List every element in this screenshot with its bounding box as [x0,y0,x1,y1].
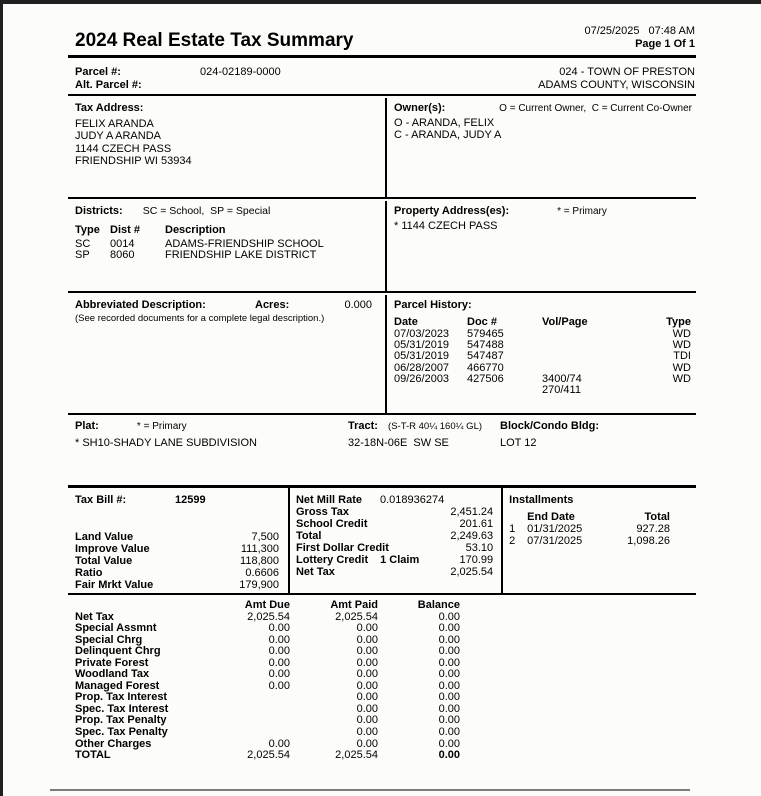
mill-row [296,506,493,518]
tract-header [348,420,482,432]
report-header [68,24,696,58]
history-type: WD [672,328,691,340]
amt-due: 0.00 [268,645,290,658]
district-type-header: Type [75,224,100,236]
amt-due [220,704,290,716]
net-mill-rate-row [296,494,493,506]
amount-row-label: Managed Forest [75,679,160,692]
history-type [657,385,691,396]
owner-line: C - ARANDA, JUDY A [394,129,502,142]
history-type-header: Type [666,316,691,328]
owners-label: Owner(s): [394,102,446,114]
mill-label: First Dollar Credit [295,542,389,554]
valuation-label: Ratio [75,567,103,579]
mill-row [296,530,493,542]
valuation-row [75,579,279,591]
amounts-table [75,600,475,762]
installment-total-header: Total [644,511,670,523]
abbreviated-description-label: Abbreviated Description: [75,299,206,311]
mill-rate-panel [288,488,501,593]
installments-panel [501,488,696,593]
lottery-claim-count: 1 Claim [380,554,420,566]
parcel-history-label: Parcel History: [394,299,472,311]
amt-paid: 0.00 [356,714,378,727]
tract-value: 32-18N-06E SW SE [348,437,449,449]
districts-panel [68,201,385,291]
mill-value: 2,025.54 [450,566,494,578]
mill-label: School Credit [295,518,368,530]
district-desc: FRIENDSHIP LAKE DISTRICT [165,249,317,262]
amt-due-header: Amt Due [244,599,290,611]
amount-row-label: Spec. Tax Penalty [75,726,168,739]
history-volpage: 270/411 [542,384,581,397]
districts-header [75,205,379,217]
history-type: TDI [673,350,691,363]
property-address-header [394,205,694,217]
history-date: 06/28/2007 [394,361,450,374]
valuation-rows [75,531,279,591]
legal-description-note: (See recorded documents for a complete legal description.) [75,313,325,324]
valuation-row [75,531,279,543]
installments-rows [509,524,670,547]
owners-lines [394,117,694,142]
tax-address-line: JUDY A ARANDA [75,130,161,143]
block-condo-label: Block/Condo Bldg: [500,420,599,432]
installment-end-date-header: End Date [527,511,575,523]
balance: 0.00 [438,726,460,739]
history-doc: 427506 [467,372,504,385]
history-date: 05/31/2019 [394,350,450,363]
amount-row-label: Prop. Tax Penalty [75,714,167,727]
valuation-row [75,567,279,579]
property-address-panel [385,201,696,291]
acres-value: 0.000 [344,299,372,311]
history-doc-header: Doc # [467,316,497,328]
owners-panel [385,98,696,197]
installments-label: Installments [509,494,574,506]
amt-paid: 0.00 [356,633,378,646]
tract-legend: (S-T-R 40¼ 160¼ GL) [388,421,483,432]
plat-value: * SH10-SHADY LANE SUBDIVISION [75,437,257,449]
mill-row [296,518,493,530]
mill-label: Gross Tax [295,506,349,518]
balance: 0.00 [438,656,460,669]
mill-label: Total [295,530,322,542]
tax-address-line: FRIENDSHIP WI 53934 [75,155,192,168]
valuation-value: 7,500 [251,531,279,543]
amt-paid: 0.00 [356,645,378,658]
acres-label: Acres: [255,299,290,311]
balance: 0.00 [438,622,460,635]
tax-address-line: FELIX ARANDA [75,118,154,130]
amt-paid: 0.00 [356,668,378,681]
amt-due: 0.00 [268,679,290,692]
history-doc: 547488 [467,339,504,352]
amt-due: 2,025.54 [247,610,290,623]
owners-header [394,102,694,114]
description-history-section [68,295,696,415]
parcel-labels [75,66,142,91]
mill-value: 2,451.24 [450,506,494,518]
municipality-name: 024 - TOWN OF PRESTON [559,66,695,78]
amount-row-label: Spec. Tax Interest [75,702,169,715]
amt-paid-header: Amt Paid [330,599,378,611]
page-number: Page 1 Of 1 [635,38,695,50]
alt-parcel-number-label: Alt. Parcel #: [75,78,142,91]
amt-due: 0.00 [268,656,290,669]
history-volpage [542,351,657,362]
district-desc: ADAMS-FRIENDSHIP SCHOOL [165,238,324,250]
tax-bill-panel [68,488,288,593]
amt-due: 0.00 [268,622,290,635]
history-date: 07/03/2023 [394,328,450,340]
history-doc: 579465 [467,328,504,340]
plat-legend: * = Primary [136,421,187,432]
installment-end-date: 01/31/2025 [527,523,583,535]
amount-row-label: Other Charges [75,737,152,750]
print-stamp [584,25,695,51]
installment-total: 927.28 [636,523,670,535]
districts-label: Districts: [75,205,123,217]
tax-bill-number: 12599 [175,494,206,506]
amt-due: 0.00 [268,668,290,681]
history-date [394,385,467,396]
balance: 0.00 [438,691,460,704]
amt-due: 0.00 [268,633,290,646]
balance: 0.00 [438,645,460,658]
mill-value: 53.10 [465,542,494,554]
district-type: SC [75,238,91,250]
property-address-legend: * = Primary [557,206,607,217]
valuation-value: 111,300 [240,543,279,555]
district-desc-header: Description [165,224,226,236]
net-mill-rate-label: Net Mill Rate [295,494,362,506]
district-type: SP [75,249,90,262]
balance: 0.00 [438,633,460,646]
amounts-grid [75,600,475,762]
history-doc: 547487 [467,350,504,363]
amount-row-label: Delinquent Chrg [75,645,161,658]
amount-row-label: Prop. Tax Interest [75,691,168,704]
parcel-number-label: Parcel #: [75,66,121,78]
districts-rows [75,239,379,262]
parcel-history-rows [394,329,694,396]
valuation-label: Improve Value [75,543,150,555]
page-top-edge [0,0,761,4]
valuation-label: Fair Mrkt Value [75,579,154,591]
districts-column-headers [75,224,379,236]
amt-due [220,692,290,704]
valuation-row [75,543,279,555]
tract-label: Tract: [348,420,378,432]
amt-paid: 0.00 [356,726,378,739]
tax-bill-label: Tax Bill #: [75,494,127,506]
page-bottom-rule [50,789,690,791]
history-date-header: Date [394,316,418,328]
mill-row [296,542,493,554]
amt-paid: 0.00 [356,702,378,715]
district-number: 8060 [110,249,135,262]
mill-value: 2,249.63 [450,530,494,542]
history-volpage: 3400/74 [542,372,582,385]
amt-due [220,727,290,739]
valuation-row [75,555,279,567]
amounts-label-header [75,600,220,612]
amt-paid: 0.00 [356,737,378,750]
county-name: ADAMS COUNTY, WISCONSIN [538,78,695,91]
balance: 0.00 [438,702,460,715]
property-address-line: * 1144 CZECH PASS [394,220,498,232]
district-number: 0014 [110,238,135,250]
mill-value: 170.99 [459,554,494,566]
property-address-lines [394,220,694,232]
parcel-id-section [68,61,696,96]
tax-address-line: 1144 CZECH PASS [75,142,172,155]
mill-label: Lottery Credit [295,554,369,566]
amt-paid: 0.00 [356,656,378,669]
tract-block [348,420,482,449]
address-owner-section [68,98,696,199]
history-type: WD [672,361,691,374]
tax-bill-section [68,485,696,595]
history-volpage [542,329,657,340]
history-volpage-header: Vol/Page [542,316,588,328]
balance: 0.00 [438,610,460,623]
history-doc [467,385,542,396]
history-volpage [542,340,657,351]
property-address-label: Property Address(es): [394,205,510,217]
owners-legend: O = Current Owner, C = Current Co-Owner [499,103,692,114]
history-type: WD [672,339,691,352]
tax-address-lines [75,118,379,168]
amt-paid: 0.00 [356,691,378,704]
amt-paid: 2,025.54 [335,610,378,623]
print-datetime: 07/25/2025 07:48 AM [584,25,695,37]
lottery-credit-row [296,554,493,566]
amt-due [220,715,290,727]
plat-label: Plat: [75,420,99,432]
valuation-label: Total Value [75,555,133,567]
plat-block [75,420,257,449]
valuation-value: 179,900 [239,579,279,591]
block-condo-block [500,420,599,449]
amt-due: 0.00 [268,737,290,750]
districts-property-section [68,201,696,293]
balance: 0.00 [438,668,460,681]
history-date: 05/31/2019 [394,339,450,352]
history-date: 09/26/2003 [394,372,450,385]
installment-total: 1,098.26 [627,534,670,547]
valuation-value: 0.6606 [245,567,279,579]
page-left-edge [0,0,3,796]
municipality-block [538,66,695,91]
amt-paid: 0.00 [356,679,378,692]
tax-address-panel [68,98,385,197]
block-condo-value: LOT 12 [500,437,537,449]
total-balance: 0.00 [438,749,460,762]
balance: 0.00 [438,737,460,750]
amount-row-label: Net Tax [75,610,114,623]
installment-num: 2 [509,534,516,547]
valuation-label: Land Value [75,531,134,543]
balance: 0.00 [438,714,460,727]
installment-num: 1 [509,523,516,535]
page-title: 2024 Real Estate Tax Summary [75,30,354,51]
amount-row-label: Private Forest [75,656,149,669]
total-row-label: TOTAL [75,749,111,762]
balance-header: Balance [417,599,460,611]
parcel-number-value: 024-02189-0000 [200,66,281,78]
district-number-header: Dist # [110,224,140,236]
history-type: WD [672,372,691,385]
mill-value: 201.61 [459,518,494,530]
districts-legend: SC = School, SP = Special [142,205,271,217]
amount-row-label: Special Chrg [75,633,143,646]
parcel-history-column-headers [394,316,694,328]
balance: 0.00 [438,679,460,692]
plat-header [75,420,257,432]
installment-end-date: 07/31/2025 [527,534,583,547]
amount-row-label: Woodland Tax [75,668,150,681]
amount-row-label: Special Assmnt [75,622,157,635]
mill-label: Net Tax [295,566,335,578]
plat-section [68,417,696,486]
abbreviated-description-panel [68,295,385,413]
amt-paid: 0.00 [356,622,378,635]
total-amt-paid: 2,025.54 [335,749,378,762]
history-doc: 466770 [467,361,504,374]
parcel-history-panel [385,295,696,413]
net-mill-rate-value: 0.018936274 [380,494,445,506]
total-amt-due: 2,025.54 [247,749,290,762]
net-tax-row [296,566,493,578]
tax-address-label: Tax Address: [75,102,144,114]
valuation-value: 118,800 [240,555,279,567]
owner-line: O - ARANDA, FELIX [394,117,495,129]
